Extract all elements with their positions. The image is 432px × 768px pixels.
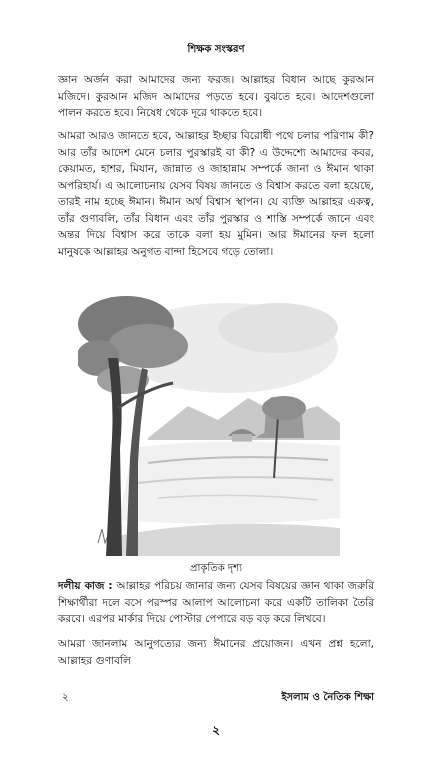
paragraph-conclusion: আমরা জানলাম আনুগত্যের জন্য ঈমানের প্রয়োজন। এখন প্রশ্ন হলো, আল্লাহর গুণাবলি [58, 638, 374, 667]
landscape-drawing [78, 288, 344, 558]
paragraph-iman: আমরা আরও জানতে হবে, আল্লাহর ইচ্ছার বিরোধী পথে চলার পরিণাম কী? আর তাঁর আদেশ মেনে চলার পুরস্কারই বা কী? এ উদ্দেশ্যে আমাদের কবর, কেয়ামত, হাশর, মিযান, জান্নাত ও জাহান্নাম সম্পর্কে জানা ও ঈমান থাকা অপরিহার্য। এ আলোচনায় যেসব বিষয় জানতে ও বিশ্বাস করতে বলা হয়েছে, তারই নাম হচ্ছে ঈমান। ঈমান অর্থ বিশ্বাস স্থাপন। যে ব্যক্তি আল্লাহর একত্ব, তাঁর গুণাবলি, তাঁর বিধান এবং তাঁর পুরস্কার ও শাস্তি সম্পর্কে জানে এবং অন্তর দিয়ে বিশ্বাস করে তাকে বলা হয় মুমিন। আর ঈমানের ফল হলো মানুষকে আল্লাহর অনুগত বান্দা হিসেবে গড়ে তোলা। [58, 130, 374, 258]
footer-book-title: ইসলাম ও নৈতিক শিক্ষা [281, 692, 374, 703]
paragraph-knowledge: জ্ঞান অর্জন করা আমাদের জন্য ফরজ। আল্লাহর বিধান আছে কুরআন মজিদে। কুরআন মজিদ আমাদের পড়তে হবে। বুঝতে হবে। আদেশগুলো পালন করতে হবে। নিষেধ থেকে দূরে থাকতে হবে। [58, 74, 374, 119]
page-header: শিক্ষক সংস্করণ [187, 44, 245, 55]
footer-page-number: ২ [62, 692, 69, 703]
group-work-label: দলীয় কাজ : [58, 580, 113, 592]
paragraph-group-work [58, 578, 374, 628]
landscape-illustration [78, 288, 344, 558]
group-work-text: আল্লাহর পরিচয় জানার জন্য যেসব বিষয়ের জ্ঞান থাকা জরুরি শিক্ষার্থীরা দলে বসে পরস্পর আলাপ আলোচনা করে একটি তালিকা তৈরি করবে। এরপর মার্কার দিয়ে পোস্টার পেপারে বড় বড় করে লিখবে। [58, 580, 374, 625]
bottom-page-number: ২ [212, 723, 220, 737]
illustration-caption: প্রাকৃতিক দৃশ্য [190, 563, 242, 574]
